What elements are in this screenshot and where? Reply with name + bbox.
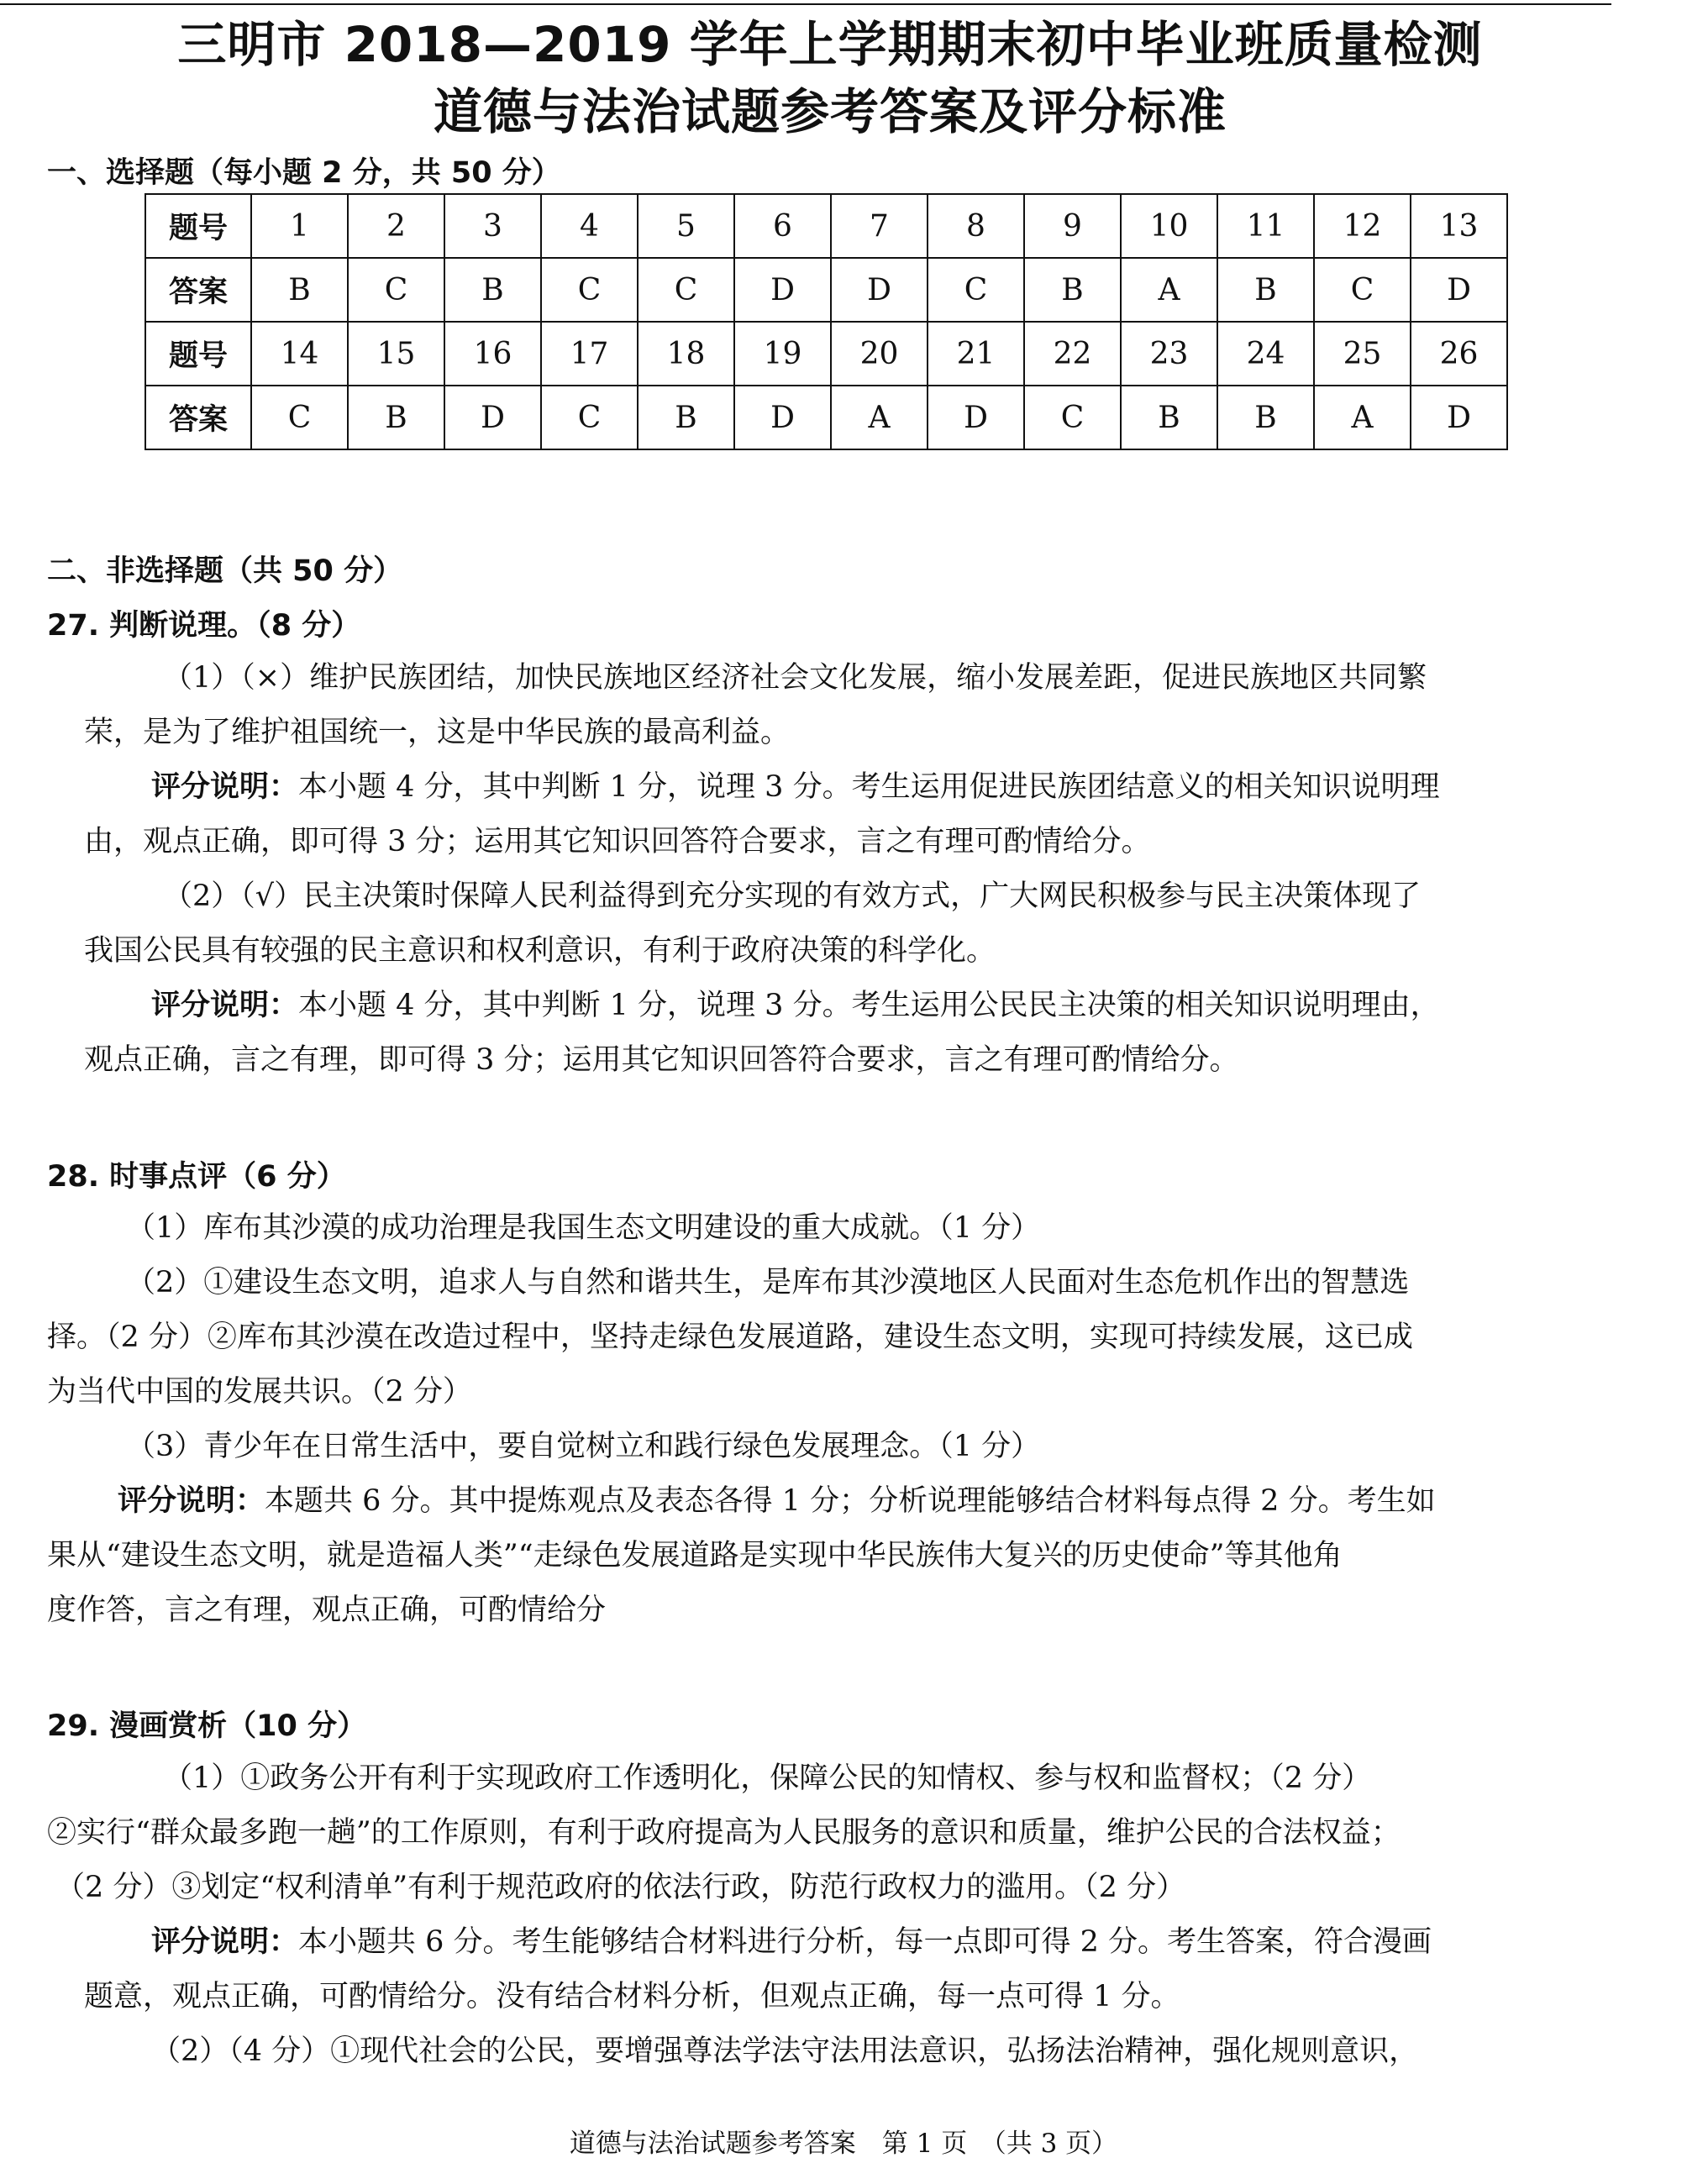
table-cell: C: [541, 258, 638, 322]
table-cell: B: [251, 258, 348, 322]
table-row: [145, 386, 1507, 449]
table-row: [145, 322, 1507, 386]
table-cell: B: [1121, 386, 1217, 449]
table-cell: D: [1411, 386, 1507, 449]
table-cell: 17: [541, 322, 638, 386]
table-cell: 23: [1121, 322, 1217, 386]
q27-part2-line2: 我国公民具有较强的民主意识和权利意识，有利于政府决策的科学化。: [84, 934, 996, 968]
note-label: 评分说明：: [151, 1925, 299, 1959]
table-cell: 15: [348, 322, 444, 386]
table-cell: 21: [928, 322, 1024, 386]
row-label: 题号: [145, 322, 251, 386]
table-row: [145, 258, 1507, 322]
table-cell: 4: [541, 194, 638, 258]
q27-note1-line1: 评分说明：本小题 4 分，其中判断 1 分，说理 3 分。考生运用促进民族团结意义的相关知识说明理: [151, 770, 1440, 804]
table-cell: D: [734, 258, 831, 322]
table-cell: B: [638, 386, 734, 449]
note-label: 评分说明：: [151, 770, 299, 804]
q27-part1-line2: 荣，是为了维护祖国统一，这是中华民族的最高利益。: [84, 716, 791, 749]
table-cell: A: [1314, 386, 1411, 449]
table-cell: B: [348, 386, 444, 449]
table-cell: 24: [1217, 322, 1314, 386]
table-cell: 3: [444, 194, 541, 258]
table-cell: 12: [1314, 194, 1411, 258]
table-cell: 18: [638, 322, 734, 386]
q28-part2-line2: 择。（2 分）②库布其沙漠在改造过程中，坚持走绿色发展道路，建设生态文明，实现可持续发展，这已成: [47, 1320, 1413, 1354]
section1-heading: 一、选择题（每小题 2 分，共 50 分）: [47, 156, 561, 190]
section2-heading: 二、非选择题（共 50 分）: [47, 554, 403, 588]
q28-note-line3: 度作答，言之有理，观点正确，可酌情给分: [47, 1593, 607, 1627]
row-label: 题号: [145, 194, 251, 258]
table-cell: B: [1217, 258, 1314, 322]
table-cell: 11: [1217, 194, 1314, 258]
page-title: 三明市 2018—2019 学年上学期期末初中毕业班质量检测: [177, 16, 1483, 73]
table-cell: 8: [928, 194, 1024, 258]
table-cell: C: [638, 258, 734, 322]
table-cell: D: [928, 386, 1024, 449]
row-label: 答案: [145, 386, 251, 449]
table-cell: 5: [638, 194, 734, 258]
table-cell: 25: [1314, 322, 1411, 386]
table-cell: 16: [444, 322, 541, 386]
table-cell: 19: [734, 322, 831, 386]
table-cell: C: [1024, 386, 1121, 449]
q28-heading: 28. 时事点评（6 分）: [47, 1160, 346, 1194]
q27-heading: 27. 判断说理。（8 分）: [47, 609, 361, 643]
table-cell: A: [1121, 258, 1217, 322]
q28-note-line1: 评分说明：本题共 6 分。其中提炼观点及表态各得 1 分；分析说理能够结合材料每点得 2 分。考生如: [118, 1484, 1436, 1518]
table-cell: 7: [831, 194, 928, 258]
q29-note-line2: 题意，观点正确，可酌情给分。没有结合材料分析，但观点正确，每一点可得 1 分。: [84, 1980, 1180, 2013]
q29-part2-line1: （2）（4 分）①现代社会的公民，要增强尊法学法守法用法意识，弘扬法治精神，强化规则意识，: [151, 2034, 1419, 2068]
q29-part1-line3: （2 分）③划定“权利清单”有利于规范政府的依法行政，防范行政权力的滥用。（2 分）: [55, 1871, 1186, 1904]
q28-part1: （1）库布其沙漠的成功治理是我国生态文明建设的重大成就。（1 分）: [126, 1211, 1041, 1245]
q27-note2-line2: 观点正确，言之有理，即可得 3 分；运用其它知识回答符合要求，言之有理可酌情给分。: [84, 1043, 1239, 1077]
q28-part2-line1: （2）①建设生态文明，追求人与自然和谐共生，是库布其沙漠地区人民面对生态危机作出的智慧选: [126, 1266, 1410, 1299]
q29-part1-line2: ②实行“群众最多跑一趟”的工作原则，有利于政府提高为人民服务的意识和质量，维护公民的合法权益；: [47, 1816, 1401, 1850]
table-cell: C: [928, 258, 1024, 322]
table-cell: 20: [831, 322, 928, 386]
table-row: [145, 194, 1507, 258]
table-cell: A: [831, 386, 928, 449]
table-cell: C: [1314, 258, 1411, 322]
table-cell: 26: [1411, 322, 1507, 386]
table-cell: D: [444, 386, 541, 449]
table-cell: C: [541, 386, 638, 449]
q27-note2-line1: 评分说明：本小题 4 分，其中判断 1 分，说理 3 分。考生运用公民民主决策的相关知识说明理由，: [151, 989, 1440, 1022]
table-cell: 22: [1024, 322, 1121, 386]
table-cell: C: [348, 258, 444, 322]
table-cell: 6: [734, 194, 831, 258]
q27-part2-line1: （2）（√）民主决策时保障人民利益得到充分实现的有效方式，广大网民积极参与民主决策体现了: [163, 879, 1422, 913]
q27-part1-line1: （1）（×）维护民族团结，加快民族地区经济社会文化发展，缩小发展差距，促进民族地区共同繁: [163, 661, 1427, 695]
table-cell: D: [734, 386, 831, 449]
table-cell: D: [831, 258, 928, 322]
q29-note-line1: 评分说明：本小题共 6 分。考生能够结合材料进行分析，每一点即可得 2 分。考生答案，符合漫画: [151, 1925, 1432, 1959]
table-cell: B: [1217, 386, 1314, 449]
note-label: 评分说明：: [151, 989, 299, 1022]
q28-note-line2: 果从“建设生态文明，就是造福人类”“走绿色发展道路是实现中华民族伟大复兴的历史使命”等其他角: [47, 1539, 1343, 1572]
q29-heading: 29. 漫画赏析（10 分）: [47, 1709, 367, 1743]
table-cell: B: [444, 258, 541, 322]
table-cell: B: [1024, 258, 1121, 322]
row-label: 答案: [145, 258, 251, 322]
q29-part1-line1: （1）①政务公开有利于实现政府工作透明化，保障公民的知情权、参与权和监督权；（2 分）: [163, 1761, 1372, 1795]
note-label: 评分说明：: [118, 1484, 265, 1518]
table-cell: 1: [251, 194, 348, 258]
page-subtitle: 道德与法治试题参考答案及评分标准: [433, 83, 1227, 140]
table-cell: 9: [1024, 194, 1121, 258]
q27-note1-line2: 由，观点正确，即可得 3 分；运用其它知识回答符合要求，言之有理可酌情给分。: [84, 825, 1151, 858]
table-cell: 10: [1121, 194, 1217, 258]
table-cell: 14: [251, 322, 348, 386]
table-cell: 13: [1411, 194, 1507, 258]
page-footer: 道德与法治试题参考答案 第 1 页 （共 3 页）: [569, 2129, 1118, 2159]
q28-part3: （3）青少年在日常生活中，要自觉树立和践行绿色发展理念。（1 分）: [126, 1430, 1041, 1463]
table-cell: 2: [348, 194, 444, 258]
q28-part2-line3: 为当代中国的发展共识。（2 分）: [47, 1375, 472, 1409]
answer-table: [145, 193, 1508, 450]
table-cell: D: [1411, 258, 1507, 322]
table-cell: C: [251, 386, 348, 449]
